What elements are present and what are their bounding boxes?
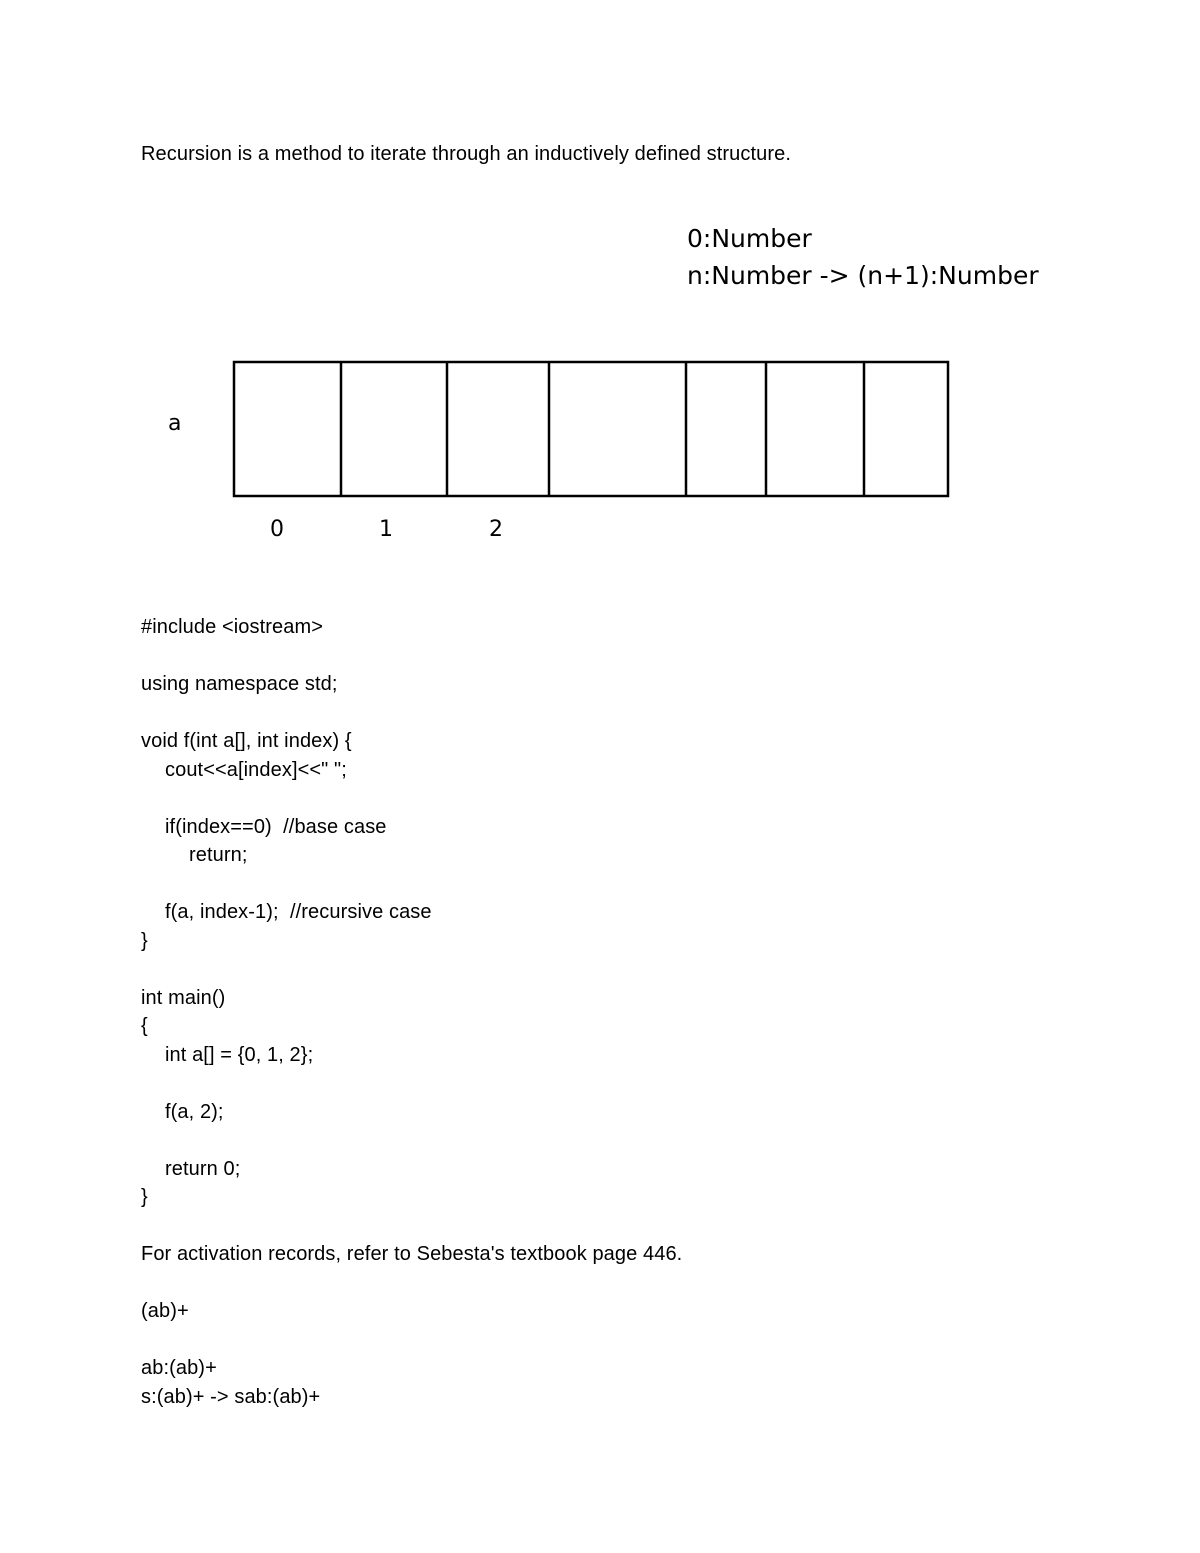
activation-records-note: For activation records, refer to Sebesta's textbook page 446. [141,1243,683,1265]
code-line: return; [189,844,248,866]
code-line: } [141,1186,148,1208]
code-line: using namespace std; [141,673,338,695]
code-line: void f(int a[], int index) { [141,730,352,752]
definition-inductive: n:Number -> (n+1):Number [687,261,1039,290]
regex-line: ab:(ab)+ [141,1357,217,1379]
regex-line: (ab)+ [141,1300,189,1322]
intro-text: Recursion is a method to iterate through an inductively defined structure. [141,143,791,165]
definition-base: 0:Number [687,224,812,253]
code-line: f(a, index-1); //recursive case [165,901,432,923]
code-line: #include <iostream> [141,616,324,638]
code-line: return 0; [165,1158,241,1180]
code-line: { [141,1015,148,1037]
regex-line: s:(ab)+ -> sab:(ab)+ [141,1386,321,1408]
array-index-1: 1 [379,517,393,542]
code-line: if(index==0) //base case [165,816,387,838]
array-name-label: a [168,411,182,436]
code-line: int main() [141,987,226,1009]
array-index-2: 2 [489,517,503,542]
code-line: f(a, 2); [165,1101,224,1123]
array-index-0: 0 [270,517,284,542]
array-diagram [0,0,1200,560]
code-line: cout<<a[index]<<" "; [165,759,347,781]
code-line: } [141,930,148,952]
code-line: int a[] = {0, 1, 2}; [165,1044,314,1066]
